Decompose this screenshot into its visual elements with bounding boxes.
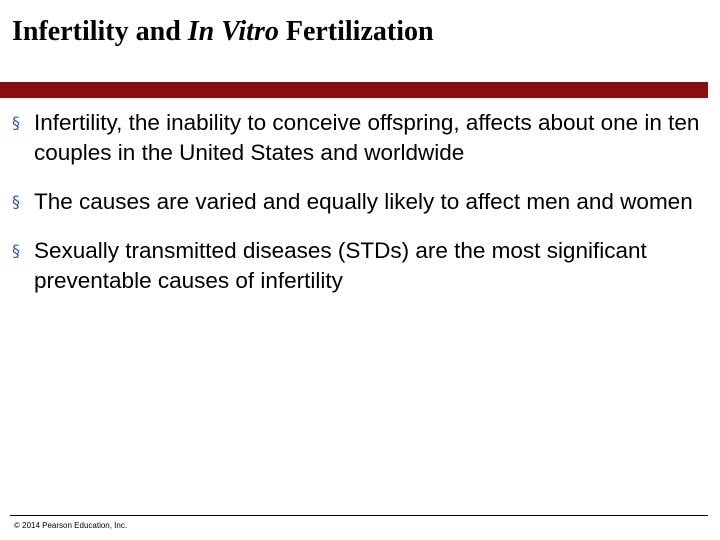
bullet-text: The causes are varied and equally likely to affect men and women xyxy=(34,189,693,214)
title-text-italic: In Vitro xyxy=(187,16,279,47)
bullet-list xyxy=(12,108,702,315)
copyright-footer: © 2014 Pearson Education, Inc. xyxy=(14,521,128,530)
section-bullet-icon xyxy=(14,120,22,128)
title-divider-bar xyxy=(0,82,708,98)
section-bullet-icon xyxy=(14,199,22,207)
section-bullet-icon xyxy=(14,248,22,256)
bullet-item xyxy=(12,187,702,217)
bullet-item xyxy=(12,236,702,296)
title-text-start: Infertility and xyxy=(12,16,188,47)
title-text-end: Fertilization xyxy=(278,16,434,47)
bullet-item xyxy=(12,108,702,168)
footer-divider xyxy=(10,515,708,516)
bullet-text: Sexually transmitted diseases (STDs) are the most significant preventable causes of infertility xyxy=(34,238,647,293)
slide-title xyxy=(12,14,702,50)
bullet-text: Infertility, the inability to conceive offspring, affects about one in ten couples in the United States and worldwide xyxy=(34,110,700,165)
